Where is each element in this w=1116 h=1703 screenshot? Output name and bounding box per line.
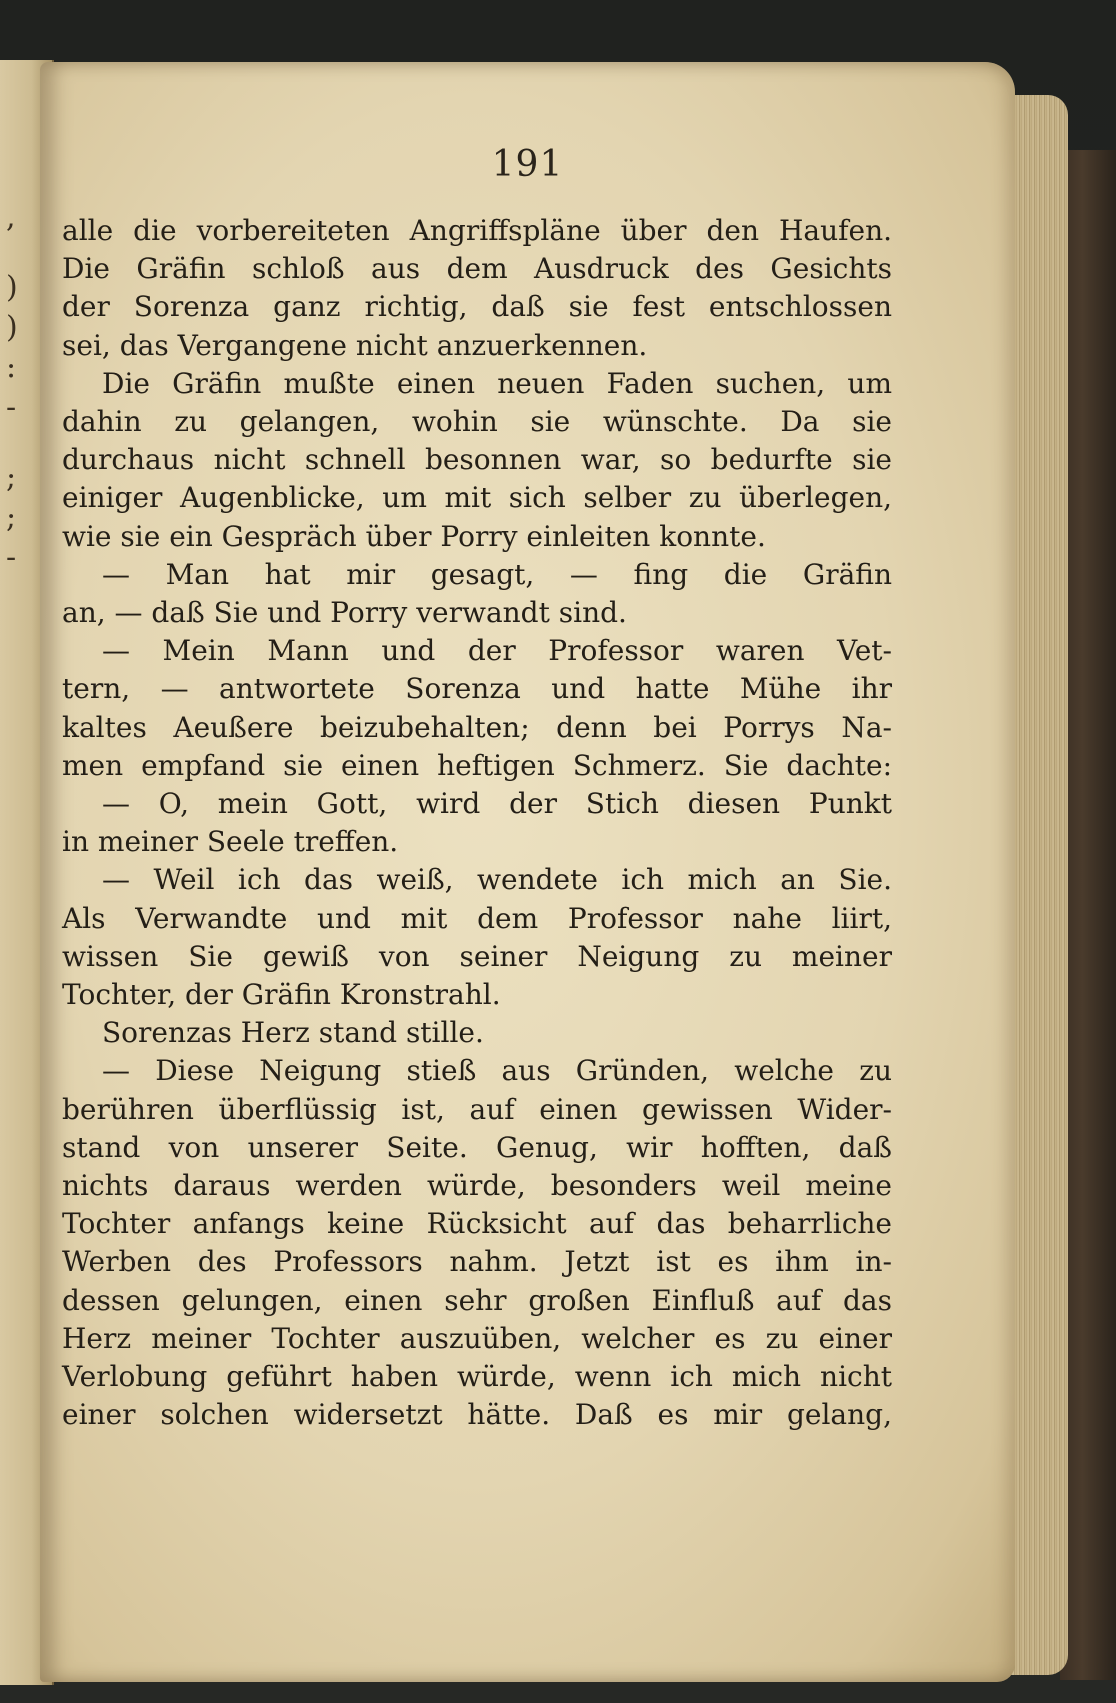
text-line: Verlobung geführt haben würde, wenn ich mich nicht [62,1360,892,1394]
text-line: — Man hat mir gesagt, — fing die Gräfin [102,557,892,591]
page-number: 191 [491,144,564,185]
text-line: sei, das Vergangene nicht anzuerkennen. [62,328,648,362]
text-line: Als Verwandte und mit dem Professor nahe liirt, [62,901,892,935]
facing-page-mark: ; [6,500,17,535]
page-body-text [62,212,892,1435]
text-line: — Weil ich das weiß, wendete ich mich an Sie. [102,863,892,897]
text-line: einiger Augenblicke, um mit sich selber zu überlegen, [62,481,892,515]
text-line: men empfand sie einen heftigen Schmerz. Sie dachte: [62,748,892,782]
text-line: — Mein Mann und der Professor waren Vet- [102,634,892,668]
text-line: alle die vorbereiteten Angriffspläne über den Haufen. [62,214,892,247]
book-page [40,62,1015,1682]
book-cover-edge [1060,150,1116,1680]
text-line: Tochter anfangs keine Rücksicht auf das beharrliche [62,1207,892,1241]
text-line: durchaus nicht schnell besonnen war, so bedurfte sie [62,443,892,477]
facing-page-mark: : [6,350,17,385]
facing-page-mark: , [6,200,16,235]
text-line: — O, mein Gott, wird der Stich diesen Punkt [102,787,892,821]
text-line: der Sorenza ganz richtig, daß sie fest entschlossen [62,290,892,324]
text-line: kaltes Aeußere beizubehalten; denn bei Porrys Na- [62,710,892,744]
text-line: Sorenzas Herz stand stille. [102,1016,484,1050]
text-line: Herz meiner Tochter auszuüben, welcher es zu einer [62,1321,892,1355]
facing-page-mark: ) [6,310,18,345]
text-line: Tochter, der Gräfin Kronstrahl. [62,978,501,1012]
text-line: tern, — antwortete Sorenza und hatte Mühe ihr [62,672,892,706]
text-line: dessen gelungen, einen sehr großen Einfluß auf das [62,1283,892,1317]
facing-page-mark: ) [6,270,18,305]
text-line: wie sie ein Gespräch über Porry einleiten konnte. [62,519,766,553]
facing-page-mark: - [6,390,17,425]
text-line: einer solchen widersetzt hätte. Daß es mir gelang, [62,1398,892,1432]
text-line: berühren überflüssig ist, auf einen gewissen Wider- [62,1092,892,1126]
text-line: Die Gräfin schloß aus dem Ausdruck des Gesichts [62,252,892,286]
text-line: nichts daraus werden würde, besonders weil meine [62,1169,892,1203]
text-line: — Diese Neigung stieß aus Gründen, welche zu [102,1054,892,1088]
facing-page-mark: - [6,540,17,575]
text-line: Werben des Professors nahm. Jetzt ist es ihm in- [62,1245,892,1279]
text-line: wissen Sie gewiß von seiner Neigung zu meiner [62,939,892,973]
facing-page-mark: ; [6,460,17,495]
text-line: in meiner Seele treffen. [62,825,399,859]
text-line: an, — daß Sie und Porry verwandt sind. [62,596,627,630]
text-line: dahin zu gelangen, wohin sie wünschte. Da sie [62,405,892,439]
text-line: Die Gräfin mußte einen neuen Faden suchen, um [102,366,892,400]
text-line: stand von unserer Seite. Genug, wir hofften, daß [62,1130,892,1164]
page-stack-edges [1010,95,1068,1675]
